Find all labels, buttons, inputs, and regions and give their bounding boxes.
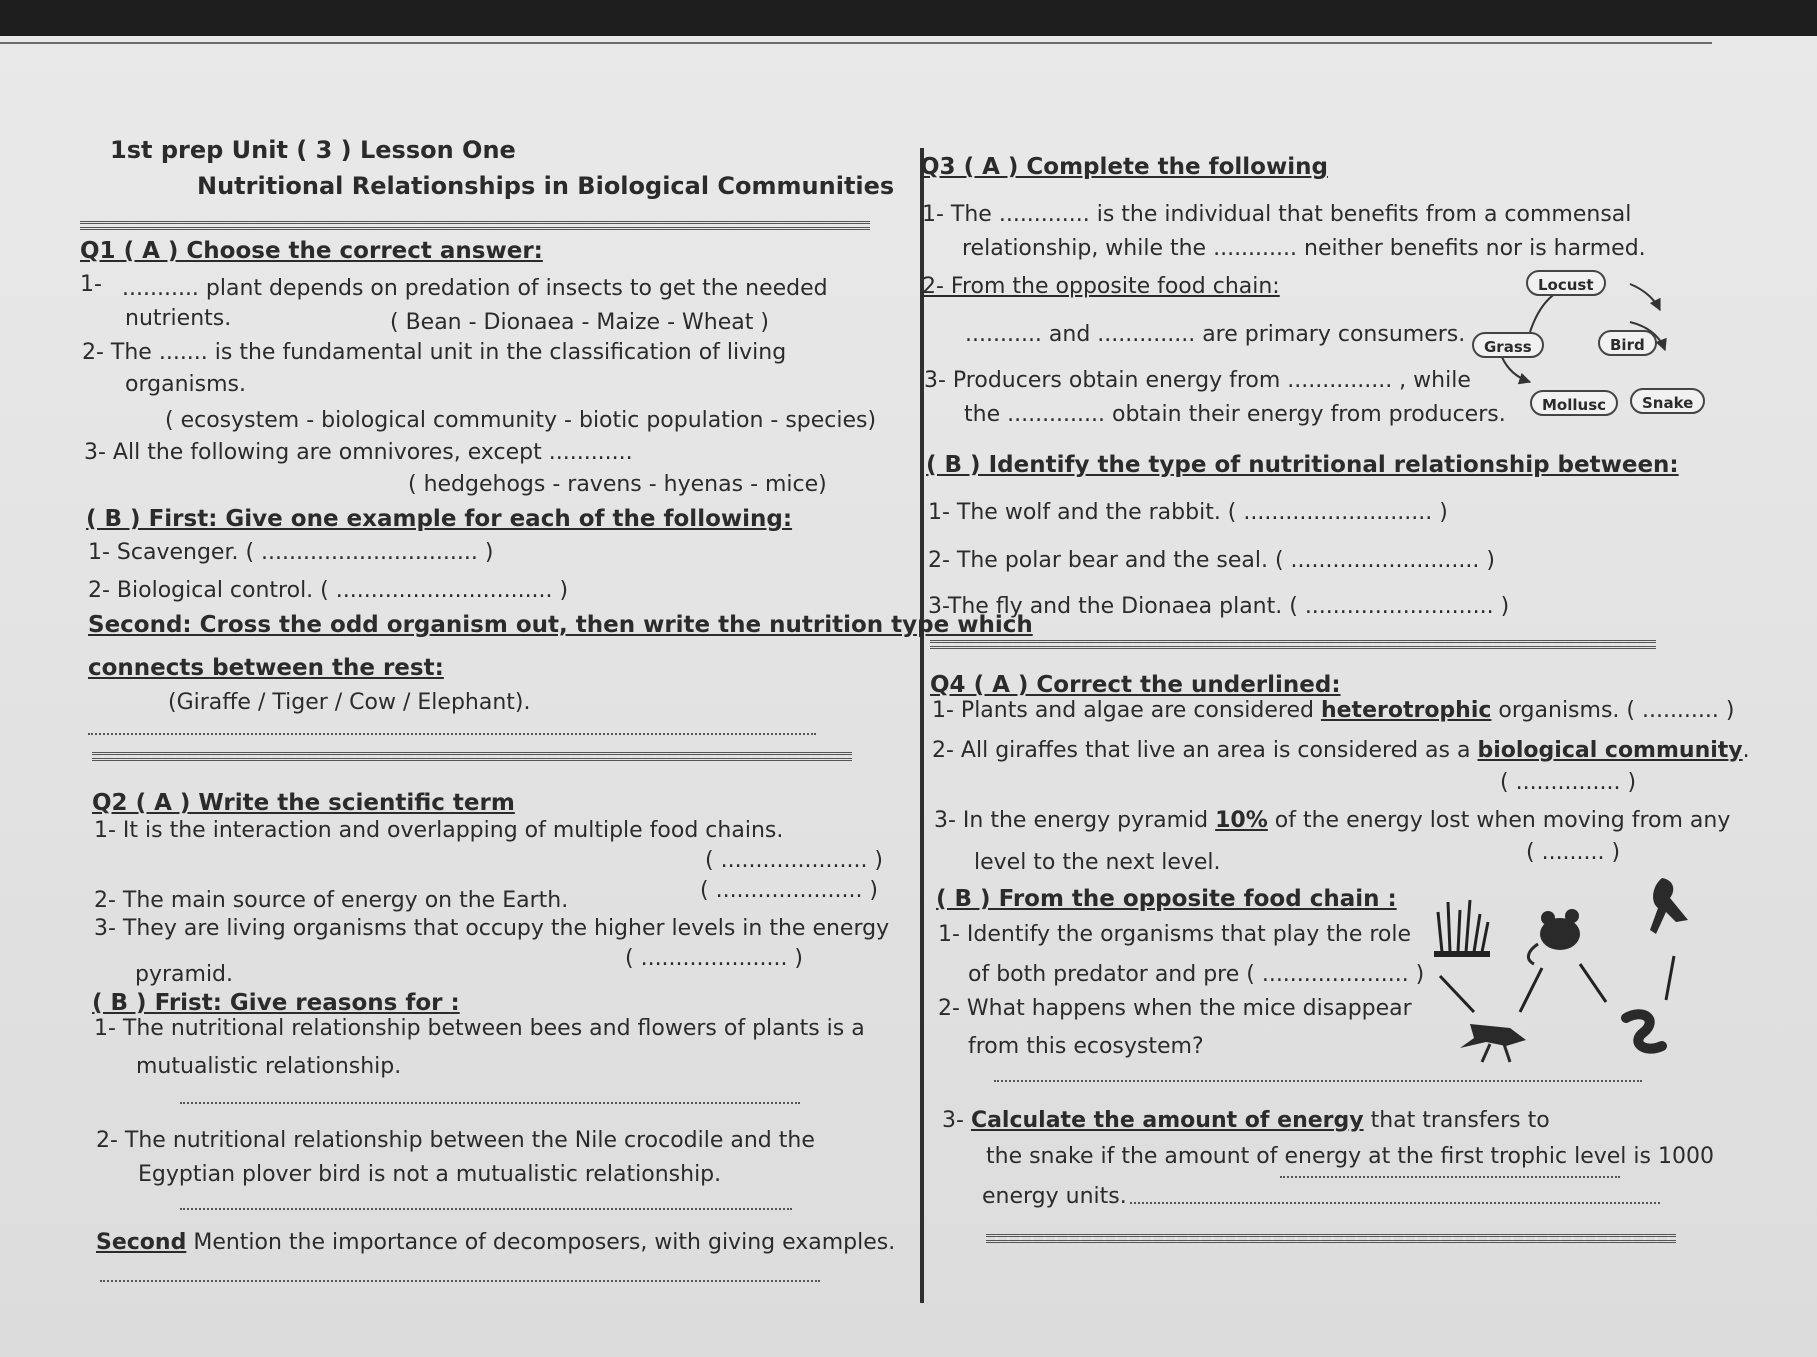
q2-second-label: Second	[96, 1230, 187, 1255]
answer-line	[994, 1080, 1642, 1082]
q4-item1	[932, 698, 1734, 723]
food-chain-pictures	[1430, 872, 1690, 1072]
q2-item2: 2- The main source of energy on the Earth.	[94, 888, 569, 913]
snake-icon	[1626, 1014, 1662, 1048]
answer-line	[180, 1208, 792, 1210]
q4b-item3	[942, 1108, 1550, 1133]
q4-item2-pre: 2- All giraffes that live an area is considered as a	[932, 738, 1478, 763]
q4b-item3-cont: the snake if the amount of energy at the first trophic level is 1000	[986, 1144, 1714, 1169]
q3b-item3: 3-The fly and the Dionaea plant. ( ........................... )	[928, 594, 1510, 619]
q4b-item3-cont2: energy units.	[982, 1184, 1127, 1209]
q3-heading: Q3 ( A ) Complete the following	[920, 154, 1328, 180]
q4b-item2: 2- What happens when the mice disappear	[938, 996, 1412, 1021]
q2-item3-blank: ( ..................... )	[625, 946, 804, 971]
chain-node-mollusc: Mollusc	[1530, 390, 1618, 416]
q4-item3-pre: 3- In the energy pyramid	[934, 808, 1216, 833]
q3-item2-cont: ........... and .............. are primary consumers.	[965, 322, 1466, 347]
answer-line	[100, 1280, 820, 1282]
chain-node-locust: Locust	[1526, 270, 1606, 296]
q2b-item1: 1- The nutritional relationship between bees and flowers of plants is a	[94, 1016, 865, 1041]
answer-line	[88, 733, 816, 735]
q4b-item3-post: that transfers to	[1363, 1108, 1550, 1133]
q1b-item1: 1- Scavenger. ( ............................... )	[88, 540, 494, 565]
food-chain-lines	[1440, 956, 1674, 1012]
q1-item1: ........... plant depends on predation of insects to get the needed	[122, 276, 828, 301]
q4-item1-underlined: heterotrophic	[1320, 698, 1492, 723]
q4b-heading: ( B ) From the opposite food chain :	[936, 886, 1397, 912]
q3b-item2: 2- The polar bear and the seal. ( ........................... )	[928, 548, 1495, 573]
q2-item3: 3- They are living organisms that occupy the higher levels in the energy	[94, 916, 890, 941]
section-separator	[92, 752, 852, 761]
q3b-heading: ( B ) Identify the type of nutritional relationship between:	[926, 452, 1679, 478]
q1-item3-options: ( hedgehogs - ravens - hyenas - mice)	[408, 472, 827, 497]
q1b-heading: ( B ) First: Give one example for each of the following:	[86, 506, 793, 532]
q2b-item2: 2- The nutritional relationship between the Nile crocodile and the	[96, 1128, 815, 1153]
q1-heading: Q1 ( A ) Choose the correct answer:	[80, 238, 543, 264]
q1-item3: 3- All the following are omnivores, except ............	[84, 440, 633, 465]
q3-item3-cont: the .............. obtain their energy from producers.	[964, 402, 1506, 427]
q1-second-heading: Second: Cross the odd organism out, then write the nutrition type which	[88, 612, 1033, 638]
chain-node-grass: Grass	[1472, 332, 1544, 358]
q4b-item1: 1- Identify the organisms that play the role	[938, 922, 1412, 947]
q2-item2-blank: ( ..................... )	[700, 878, 879, 903]
section-separator	[930, 640, 1656, 649]
q1-item1-options: ( Bean - Dionaea - Maize - Wheat )	[390, 310, 769, 335]
answer-line	[1280, 1176, 1620, 1178]
q1b-item2: 2- Biological control. ( ............................... )	[88, 578, 569, 603]
q2-item1-blank: ( ..................... )	[705, 848, 884, 873]
q4b-item1-cont: of both predator and pre ( ..................... )	[968, 962, 1425, 987]
q4b-item2-cont: from this ecosystem?	[968, 1034, 1204, 1059]
q2-item1: 1- It is the interaction and overlapping of multiple food chains.	[94, 818, 784, 843]
page-top-rule	[0, 42, 1712, 44]
q4-item2-post: .	[1742, 738, 1750, 763]
q2b-item1-cont: mutualistic relationship.	[136, 1054, 402, 1079]
chain-node-snake: Snake	[1630, 388, 1705, 414]
insect-icon	[1460, 1024, 1526, 1062]
q2b-heading: ( B ) Frist: Give reasons for :	[92, 990, 460, 1016]
bird-icon	[1650, 878, 1688, 934]
unit-label: 1st prep Unit ( 3 ) Lesson One	[110, 136, 516, 164]
q4-item1-pre: 1- Plants and algae are considered	[932, 698, 1321, 723]
chain-node-bird: Bird	[1598, 330, 1657, 356]
q2-second	[96, 1230, 895, 1255]
section-separator	[986, 1234, 1676, 1243]
q4b-item3-number: 3-	[942, 1108, 971, 1133]
q2-heading: Q2 ( A ) Write the scientific term	[92, 790, 515, 816]
q4b-item3-underlined: Calculate the amount of energy	[970, 1108, 1364, 1133]
q1-item1-cont: nutrients.	[125, 306, 232, 331]
q1-second-items: (Giraffe / Tiger / Cow / Elephant).	[168, 690, 531, 715]
q1-item2: 2- The ....... is the fundamental unit in the classification of living	[82, 340, 787, 365]
q1-item2-cont: organisms.	[125, 372, 246, 397]
q4-item2	[932, 738, 1750, 763]
q4-item3-post: of the energy lost when moving from any	[1267, 808, 1731, 833]
grass-icon	[1434, 900, 1490, 954]
q3-item1: 1- The ............. is the individual that benefits from a commensal	[922, 202, 1632, 227]
q4-item1-post: organisms. ( ........... )	[1491, 698, 1735, 723]
q4-item2-blank: ( ............... )	[1500, 770, 1637, 795]
q2b-item2-cont: Egyptian plover bird is not a mutualistic relationship.	[138, 1162, 722, 1187]
answer-line	[1130, 1202, 1660, 1204]
page-title: Nutritional Relationships in Biological Communities	[197, 172, 895, 200]
q3b-item1: 1- The wolf and the rabbit. ( ........................... )	[928, 500, 1448, 525]
q4-item3	[934, 808, 1730, 833]
column-divider	[920, 148, 924, 1303]
q1-second-heading-cont: connects between the rest:	[88, 655, 444, 681]
q4-item2-underlined: biological community	[1477, 738, 1743, 763]
mouse-icon	[1528, 909, 1580, 964]
q4-item3-underlined: 10%	[1215, 808, 1268, 833]
q2-second-text: Mention the importance of decomposers, with giving examples.	[186, 1230, 896, 1255]
q3-item1-cont: relationship, while the ............ neither benefits nor is harmed.	[962, 236, 1646, 261]
q4-item3-blank: ( ......... )	[1526, 840, 1621, 865]
answer-line	[180, 1102, 800, 1104]
q1-item1-number: 1-	[80, 272, 102, 297]
q3-item3: 3- Producers obtain energy from ............... , while	[924, 368, 1471, 393]
q4-heading: Q4 ( A ) Correct the underlined:	[930, 672, 1341, 698]
section-separator	[80, 221, 870, 230]
arrow-locust-bird	[1630, 284, 1660, 310]
q2-item3-cont: pyramid.	[135, 962, 234, 987]
q3-item2: 2- From the opposite food chain:	[922, 274, 1280, 299]
q1-item2-options: ( ecosystem - biological community - biotic population - species)	[165, 408, 877, 433]
q4-item3-cont: level to the next level.	[974, 850, 1221, 875]
